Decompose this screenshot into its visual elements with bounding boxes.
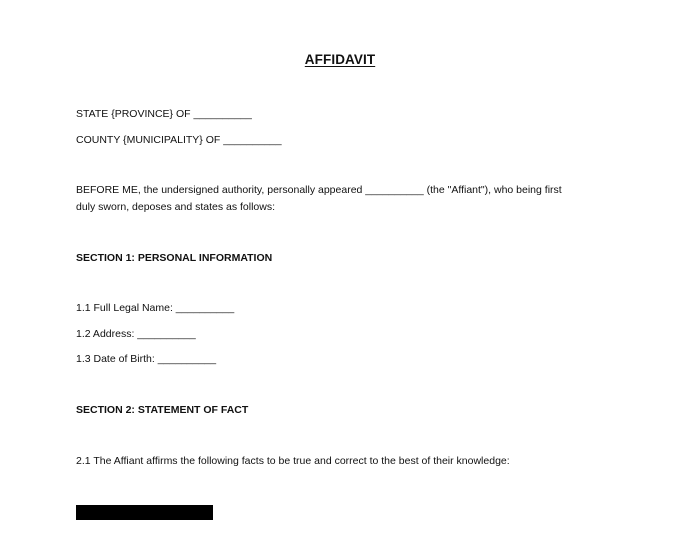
state-line: STATE {PROVINCE} OF __________	[76, 108, 252, 120]
document-title: AFFIDAVIT	[304, 52, 376, 67]
county-line: COUNTY {MUNICIPALITY} OF __________	[76, 134, 282, 146]
intro-paragraph-line-1: BEFORE ME, the undersigned authority, personally appeared __________ (the "Affiant"), who being first	[76, 184, 562, 196]
section-2-heading: SECTION 2: STATEMENT OF FACT	[76, 404, 249, 416]
statement-line: 2.1 The Affiant affirms the following facts to be true and correct to the best of their knowledge:	[76, 455, 510, 467]
intro-paragraph-line-2: duly sworn, deposes and states as follows:	[76, 201, 276, 213]
section-1-heading: SECTION 1: PERSONAL INFORMATION	[76, 252, 273, 264]
full-legal-name-line: 1.1 Full Legal Name: __________	[76, 302, 235, 314]
redaction-bar	[76, 505, 213, 520]
date-of-birth-line: 1.3 Date of Birth: __________	[76, 353, 217, 365]
address-line: 1.2 Address: __________	[76, 328, 196, 340]
